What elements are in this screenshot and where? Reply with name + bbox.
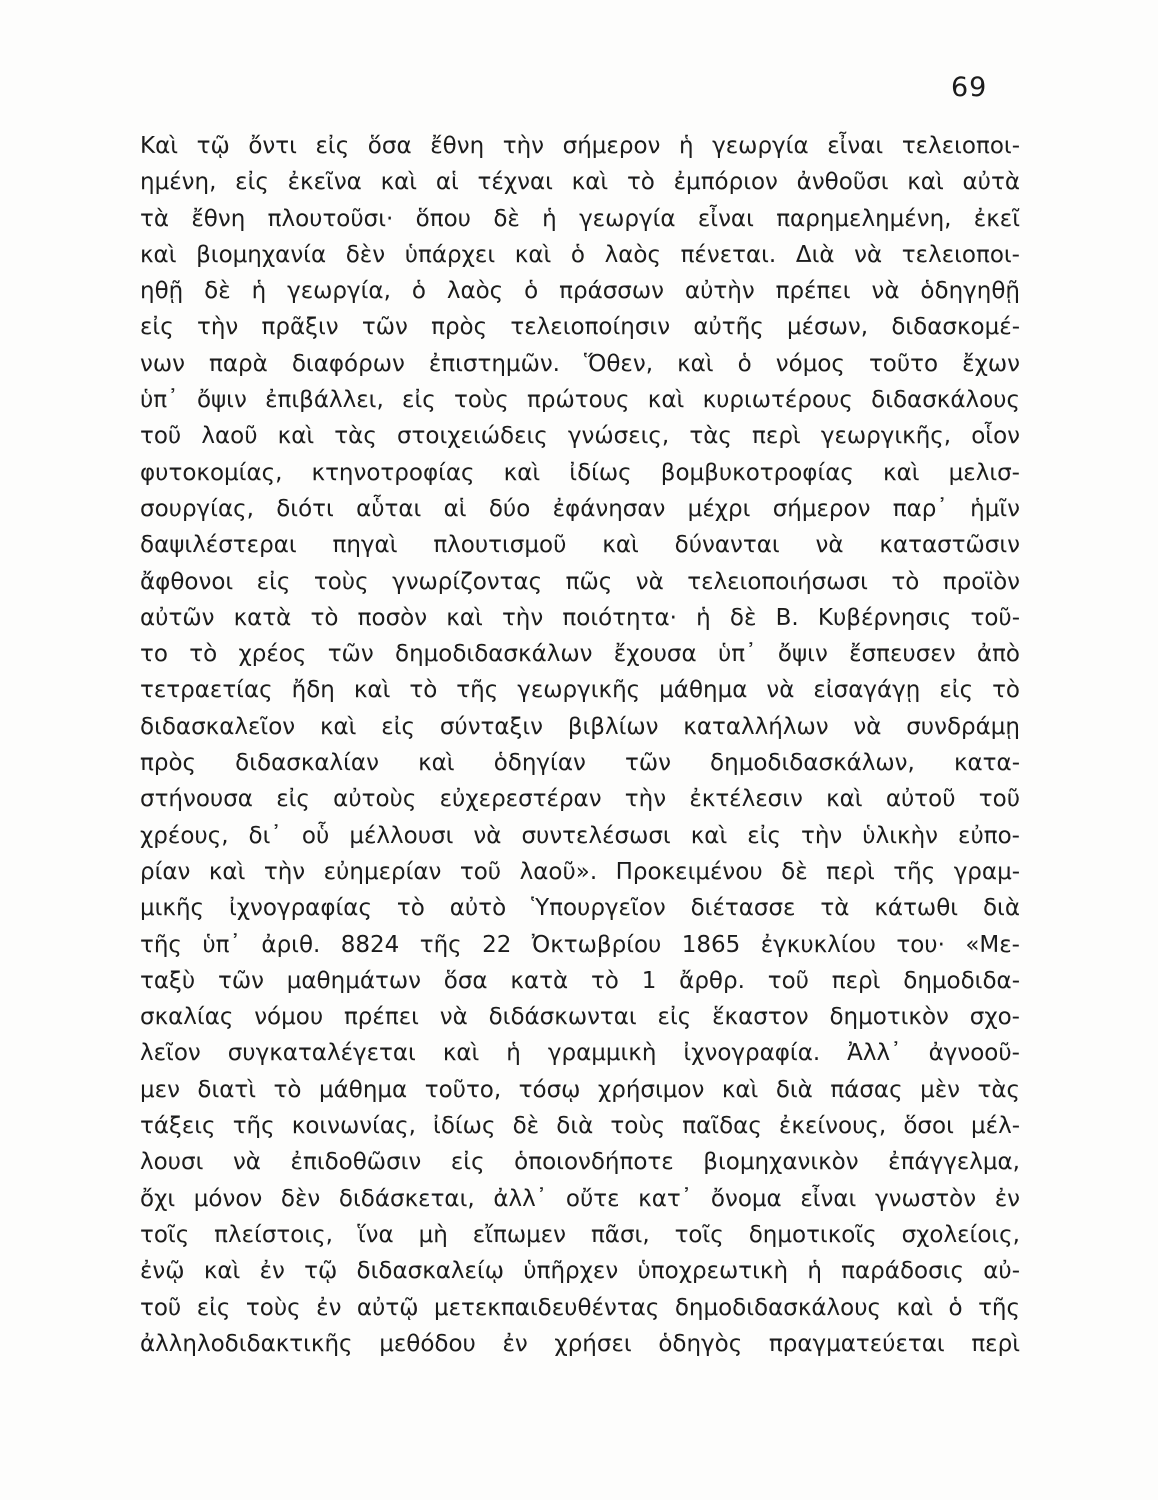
text-line: λουσι νὰ ἐπιδοθῶσιν εἰς ὁποιονδήποτε βιομηχανικὸν ἐπάγγελμα, bbox=[140, 1149, 1020, 1176]
text-line: φυτοκομίας, κτηνοτροφίας καὶ ἰδίως βομβυκοτροφίας καὶ μελισ- bbox=[140, 459, 1020, 486]
page-number: 69 bbox=[951, 72, 988, 103]
text-line: τῆς ὑπ᾽ ἀριθ. 8824 τῆς 22 Ὀκτωβρίου 1865 ἐγκυκλίου του· «Με- bbox=[140, 931, 1020, 958]
text-line: ἀλληλοδιδακτικῆς μεθόδου ἐν χρήσει ὁδηγὸς πραγματεύεται περὶ bbox=[140, 1330, 1020, 1357]
text-line: σουργίας, διότι αὗται αἱ δύο ἐφάνησαν μέχρι σήμερον παρ᾽ ἡμῖν bbox=[140, 495, 1020, 522]
text-line: ταξὺ τῶν μαθημάτων ὅσα κατὰ τὸ 1 ἄρθρ. τοῦ περὶ δημοδιδα- bbox=[140, 967, 1020, 994]
text-line: ἄφθονοι εἰς τοὺς γνωρίζοντας πῶς νὰ τελειοποιήσωσι τὸ προϊὸν bbox=[140, 568, 1020, 595]
text-line: χρέους, δι᾽ οὗ μέλλουσι νὰ συντελέσωσι καὶ εἰς τὴν ὑλικὴν εὐπο- bbox=[140, 822, 1020, 849]
text-line: τὰ ἔθνη πλουτοῦσι· ὅπου δὲ ἡ γεωργία εἶναι παρημελημένη, ἐκεῖ bbox=[140, 205, 1020, 232]
text-line: νων παρὰ διαφόρων ἐπιστημῶν. Ὅθεν, καὶ ὁ νόμος τοῦτο ἔχων bbox=[140, 350, 1020, 377]
text-line: πρὸς διδασκαλίαν καὶ ὁδηγίαν τῶν δημοδιδασκάλων, κατα- bbox=[140, 750, 1020, 777]
text-line bbox=[140, 1362, 1020, 1398]
text-line: τοῦ εἰς τοὺς ἐν αὐτῷ μετεκπαιδευθέντας δημοδιδασκάλους καὶ ὁ τῆς bbox=[140, 1294, 1020, 1321]
text-line: ὄχι μόνον δὲν διδάσκεται, ἀλλ᾽ οὔτε κατ᾽ ὄνομα εἶναι γνωστὸν ἐν bbox=[140, 1185, 1020, 1212]
text-line: δαψιλέστεραι πηγαὶ πλουτισμοῦ καὶ δύνανται νὰ καταστῶσιν bbox=[140, 532, 1020, 559]
text-line: καὶ βιομηχανία δὲν ὑπάρχει καὶ ὁ λαὸς πένεται. Διὰ νὰ τελειοποι- bbox=[140, 241, 1020, 268]
text-line: το τὸ χρέος τῶν δημοδιδασκάλων ἔχουσα ὑπ᾽ ὄψιν ἔσπευσεν ἀπὸ bbox=[140, 641, 1020, 668]
text-line: αὐτῶν κατὰ τὸ ποσὸν καὶ τὴν ποιότητα· ἡ δὲ Β. Κυβέρνησις τοῦ- bbox=[140, 604, 1020, 631]
text-line: μικῆς ἰχνογραφίας τὸ αὐτὸ Ὑπουργεῖον διέτασσε τὰ κάτωθι διὰ bbox=[140, 895, 1020, 922]
text-line: εἰς τὴν πρᾶξιν τῶν πρὸς τελειοποίησιν αὐτῆς μέσων, διδασκομέ- bbox=[140, 314, 1020, 341]
text-line: ημένη, εἰς ἐκεῖνα καὶ αἱ τέχναι καὶ τὸ ἐμπόριον ἀνθοῦσι καὶ αὐτὰ bbox=[140, 169, 1020, 196]
text-line: διδασκαλεῖον καὶ εἰς σύνταξιν βιβλίων καταλλήλων νὰ συνδράμῃ bbox=[140, 713, 1020, 740]
text-line: τάξεις τῆς κοινωνίας, ἰδίως δὲ διὰ τοὺς παῖδας ἐκείνους, ὅσοι μέλ- bbox=[140, 1113, 1020, 1140]
text-line: σκαλίας νόμου πρέπει νὰ διδάσκωνται εἰς ἕκαστον δημοτικὸν σχο- bbox=[140, 1004, 1020, 1031]
body-text bbox=[140, 128, 1020, 1398]
text-line: ὑπ᾽ ὄψιν ἐπιβάλλει, εἰς τοὺς πρώτους καὶ κυριωτέρους διδασκάλους bbox=[140, 387, 1020, 414]
text-line: μεν διατὶ τὸ μάθημα τοῦτο, τόσῳ χρήσιμον καὶ διὰ πάσας μὲν τὰς bbox=[140, 1076, 1020, 1103]
text-line: ρίαν καὶ τὴν εὐημερίαν τοῦ λαοῦ». Προκειμένου δὲ περὶ τῆς γραμ- bbox=[140, 858, 1020, 885]
text-line: τοῖς πλείστοις, ἵνα μὴ εἴπωμεν πᾶσι, τοῖς δημοτικοῖς σχολείοις, bbox=[140, 1221, 1020, 1248]
text-line: Καὶ τῷ ὄντι εἰς ὅσα ἔθνη τὴν σήμερον ἡ γεωργία εἶναι τελειοποι- bbox=[140, 133, 1020, 159]
text-line: λεῖον συγκαταλέγεται καὶ ἡ γραμμικὴ ἰχνογραφία. Ἀλλ᾽ ἀγνοοῦ- bbox=[140, 1040, 1020, 1067]
text-line: ηθῇ δὲ ἡ γεωργία, ὁ λαὸς ὁ πράσσων αὐτὴν πρέπει νὰ ὁδηγηθῇ bbox=[140, 278, 1020, 305]
text-line: στήνουσα εἰς αὐτοὺς εὐχερεστέραν τὴν ἐκτέλεσιν καὶ αὐτοῦ τοῦ bbox=[140, 786, 1020, 813]
text-line: τετραετίας ἤδη καὶ τὸ τῆς γεωργικῆς μάθημα νὰ εἰσαγάγῃ εἰς τὸ bbox=[140, 677, 1020, 704]
text-line: ἐνῷ καὶ ἐν τῷ διδασκαλείῳ ὑπῆρχεν ὑποχρεωτικὴ ἡ παράδοσις αὐ- bbox=[140, 1258, 1020, 1285]
text-line: τοῦ λαοῦ καὶ τὰς στοιχειώδεις γνώσεις, τὰς περὶ γεωργικῆς, οἷον bbox=[140, 423, 1020, 450]
